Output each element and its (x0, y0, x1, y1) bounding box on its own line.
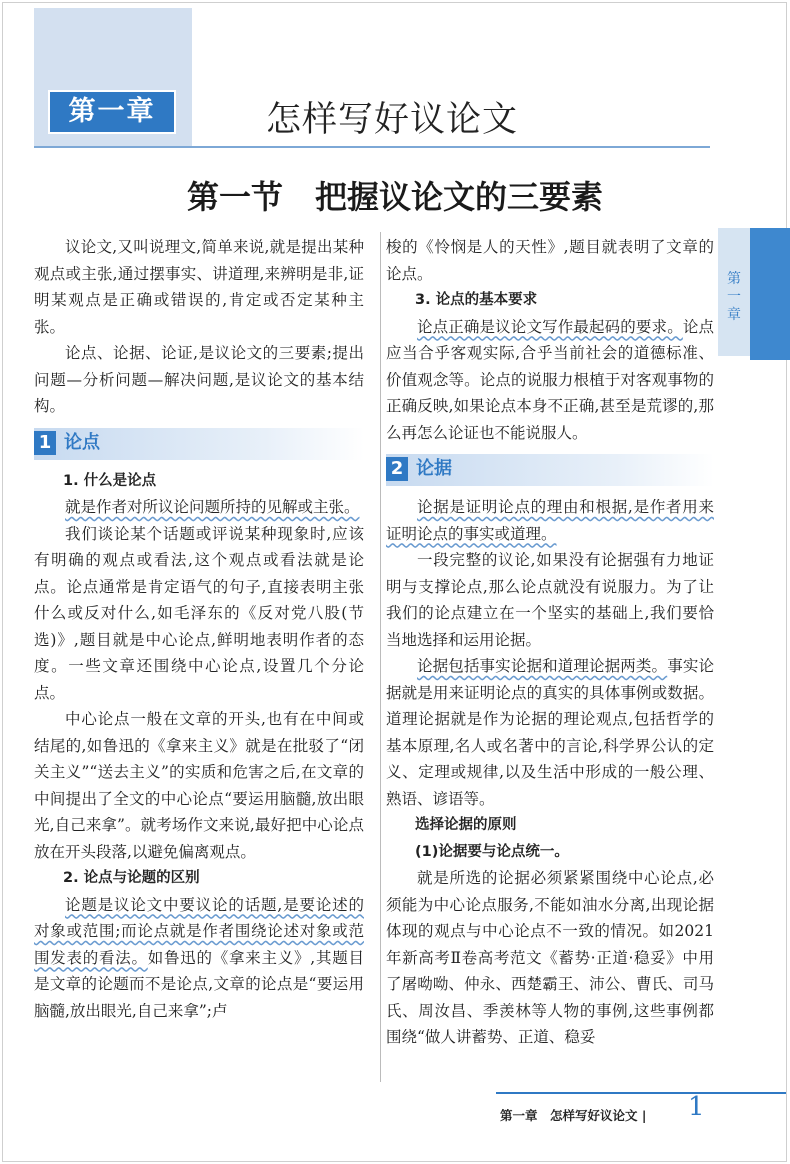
body-paragraph (386, 314, 714, 447)
page-number: 1 (688, 1092, 705, 1122)
section-heading-evidence (386, 454, 714, 486)
footer-rule (496, 1092, 786, 1094)
chapter-title: 怎样写好议论文 (266, 100, 519, 140)
section-number-badge: 2 (386, 457, 408, 481)
side-tab-char: 章 (727, 307, 741, 323)
chapter-badge: 第一章 (48, 90, 176, 134)
body-paragraph: 中心论点一般在文章的开头,也有在中间或结尾的,如鲁迅的《拿来主义》就是在批驳了“闭关主义”“送去主义”的实质和危害之后,在文章的中间提出了全文的中心论点“要运用脑髓,放出眼光,自己来拿”。就考场作文来说,最好把中心论点放在开头段落,以避免偏离观点。 (34, 710, 364, 861)
column-divider (380, 232, 381, 1082)
paragraph-text: 论点应当合乎客观实际,合乎当前社会的道德标准、价值观念等。论点的说服力根植于对客观事物的正确反映,如果论点本身不正确,甚至是荒谬的,那么再怎么论证也不能说服人。 (386, 317, 714, 442)
subheading-principles: 选择论据的原则 (415, 817, 517, 833)
underlined-text: 论据包括事实论据和道理论据两类。 (417, 657, 668, 675)
underlined-definition: 就是作者对所议论问题所持的见解或主张。 (65, 498, 360, 516)
definition-paragraph (386, 494, 714, 547)
paragraph-text: 如鲁迅的《拿来主义》,其题目是文章的论题而不是论点,文章的论点是“要运用脑髓,放出眼光,自己来拿”;卢 (34, 948, 364, 1020)
intro-paragraph: 议论文,又叫说理文,简单来说,就是提出某种观点或主张,通过摆事实、讲道理,来辨明是非,证明某观点是正确或错误的,肯定或否定某种主张。 (34, 238, 364, 336)
section-title: 第一节 把握议论文的三要素 (186, 178, 603, 216)
chapter-divider (34, 146, 710, 148)
continued-paragraph: 梭的《怜悯是人的天性》,题目就表明了文章的论点。 (386, 238, 714, 283)
section-heading-label: 论据 (416, 458, 452, 479)
side-tab-char: 第 (727, 271, 741, 287)
section-heading-argument (34, 428, 364, 460)
definition-paragraph (34, 494, 364, 521)
subheading-difference: 2. 论点与论题的区别 (63, 870, 200, 886)
left-column (34, 234, 364, 1024)
body-paragraph: 一段完整的议论,如果没有论据强有力地证明与支撑论点,那么论点就没有说服力。为了让我们的论点建立在一个坚实的基础上,我们要恰当地选择和运用论据。 (386, 551, 714, 649)
footer-running-title: 第一章 怎样写好议论文 | (500, 1108, 647, 1123)
subheading-requirements: 3. 论点的基本要求 (415, 292, 538, 308)
side-tab-label (718, 270, 750, 324)
side-tab-bar (750, 228, 790, 360)
body-paragraph (386, 653, 714, 812)
underlined-definition: 论据是证明论点的理由和根据,是作者用来证明论点的事实或道理。 (386, 498, 714, 543)
paragraph-text: 事实论据就是用来证明论点的真实的具体事例或数据。道理论据就是作为论据的理论观点,包括哲学的基本原理,名人或名著中的言论,科学界公认的定义、定理或规律,以及生活中形成的一般公理、熟语、谚语等。 (386, 657, 714, 808)
subheading-what-is-argument: 1. 什么是论点 (63, 472, 157, 489)
body-paragraph: 就是所选的论据必须紧紧围绕中心论点,必须能为中心论点服务,不能如油水分离,出现论据体现的观点与中心论点不一致的情况。如2021年新高考Ⅱ卷高考范文《蓄势·正道·稳妥》中用了屠呦呦、仲永、西楚霸王、沛公、曹氏、司马氏、周汝昌、季羡林等人物的事例,这些事例都围绕“做人讲蓄势、正道、稳妥 (386, 869, 714, 1046)
body-paragraph: 我们谈论某个话题或评说某种现象时,应该有明确的观点或看法,这个观点或看法就是论点。论点通常是肯定语气的句子,直接表明主张什么或反对什么,如毛泽东的《反对党八股(节选)》,题目就是中心论点,鲜明地表明作者的态度。一些文章还围绕中心论点,设置几个分论点。 (34, 524, 364, 702)
side-tab-char: 一 (727, 289, 741, 305)
right-column (386, 234, 714, 1051)
intro-paragraph-2: 论点、论据、论证,是议论文的三要素;提出问题—分析问题—解决问题,是议论文的基本结构。 (34, 344, 364, 415)
section-number-badge: 1 (34, 431, 56, 455)
body-paragraph (34, 892, 364, 1025)
subheading-principle-1: (1)论据要与论点统一。 (415, 843, 569, 860)
underlined-text: 论点正确是议论文写作最起码的要求。 (417, 317, 683, 336)
underlined-text: 论题是议论文中要议论的话题,是要论述的对象或范围;而论点就是作者围绕论述对象或范围发表的看法。 (34, 895, 364, 967)
section-heading-label: 论点 (64, 431, 100, 453)
